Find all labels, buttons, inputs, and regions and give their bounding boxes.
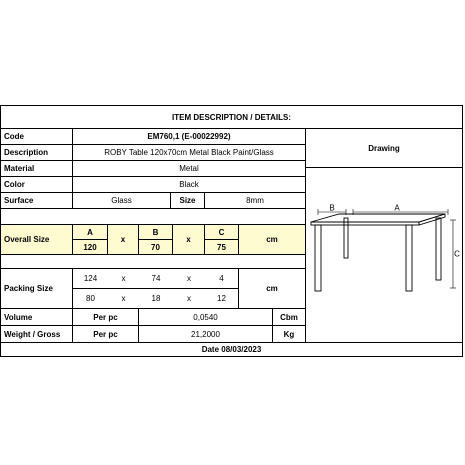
packing-size-unit: cm (239, 269, 306, 309)
volume-value: 0,0540 (139, 309, 273, 326)
color-value: Black (73, 177, 306, 193)
pack2-x1: x (108, 289, 139, 309)
volume-per-pc: Per pc (73, 309, 139, 326)
pack2-c: 12 (205, 289, 239, 309)
pack1-a: 124 (73, 269, 108, 289)
dim-c-header: C (205, 225, 239, 240)
dim-a-header: A (73, 225, 108, 240)
spec-sheet (0, 105, 463, 357)
pack1-c: 4 (205, 269, 239, 289)
surface-label: Surface (1, 193, 73, 209)
dim-c-value: 75 (205, 240, 239, 255)
pack1-b: 74 (139, 269, 173, 289)
volume-unit: Cbm (273, 309, 306, 326)
packing-size-label: Packing Size (1, 269, 73, 309)
dim-b-header: B (139, 225, 173, 240)
weight-per-pc: Per pc (73, 326, 139, 343)
dim-a-value: 120 (73, 240, 108, 255)
table-drawing (306, 168, 462, 343)
surface-value: Glass (73, 193, 171, 209)
date-footer: Date 08/03/2023 (201, 345, 262, 354)
pack2-x2: x (173, 289, 205, 309)
size-label: Size (171, 193, 205, 209)
weight-label: Weight / Gross (1, 326, 73, 343)
overall-size-unit: cm (239, 225, 306, 255)
dim-a-drawing-label: A (394, 203, 400, 213)
code-label: Code (1, 129, 73, 145)
times-sign: x (173, 225, 205, 255)
sheet-title: ITEM DESCRIPTION / DETAILS: (1, 106, 462, 129)
dim-b-value: 70 (139, 240, 173, 255)
pack2-a: 80 (73, 289, 108, 309)
pack1-x2: x (173, 269, 205, 289)
code-value: EM760,1 (E-00022992) (73, 129, 306, 145)
overall-size-label: Overall Size (1, 225, 73, 255)
spacer-row (1, 209, 306, 225)
times-sign: x (108, 225, 139, 255)
spacer-row (1, 255, 306, 269)
dim-b-drawing-label: B (329, 203, 335, 213)
drawing-title: Drawing (306, 129, 462, 168)
size-value: 8mm (205, 193, 306, 209)
volume-label: Volume (1, 309, 73, 326)
weight-unit: Kg (273, 326, 306, 343)
dim-c-drawing-label: C (454, 249, 460, 259)
pack2-b: 18 (139, 289, 173, 309)
description-label: Description (1, 145, 73, 161)
material-value: Metal (73, 161, 306, 177)
material-label: Material (1, 161, 73, 177)
weight-value: 21,2000 (139, 326, 273, 343)
drawing-panel (306, 168, 462, 343)
description-value: ROBY Table 120x70cm Metal Black Paint/Glass (73, 145, 306, 161)
pack1-x1: x (108, 269, 139, 289)
color-label: Color (1, 177, 73, 193)
